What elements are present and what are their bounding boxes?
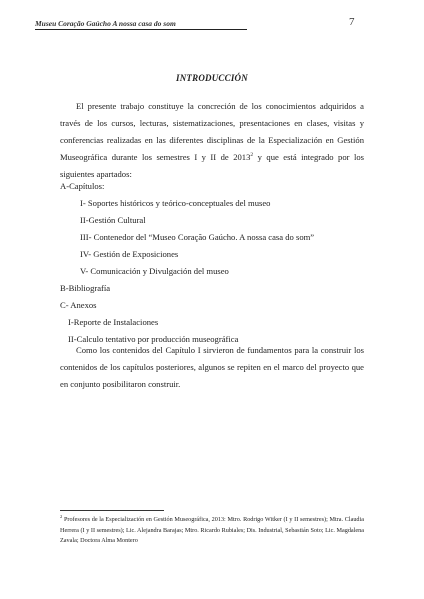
intro-paragraph [60, 98, 364, 183]
section-heading: INTRODUCCIÓN [176, 73, 248, 83]
toc-chapter-1: I- Soportes históricos y teórico-conceptuales del museo [80, 198, 271, 208]
footnote [60, 515, 364, 547]
toc-annex-1: I-Reporte de Instalaciones [68, 317, 159, 327]
footnote-separator [60, 510, 164, 511]
intro-text: El presente trabajo constituye la concreción de los conocimientos adquiridos a través de los cursos, lecturas, sistematizaciones, presentaciones en clases, visitas y conferencias realizadas en las diferentes disciplinas de la Especialización en Gestión Museográfica durante los semestres I y II de 2013 [60, 101, 364, 162]
toc-section-a: A-Capítulos: [60, 181, 105, 191]
header-underline [35, 29, 247, 30]
closing-paragraph: Como los contenidos del Capítulo I sirvieron de fundamentos para la construir los contenidos de los capítulos posteriores, algunos se repiten en el marco del proyecto que en conjunto posibilitaron construir. [60, 345, 364, 389]
toc-section-c: C- Anexos [60, 300, 97, 310]
toc-chapter-3: III- Contenedor del “Museo Coração Gaúcho. A nossa casa do som” [80, 232, 315, 242]
contents-list [60, 178, 314, 348]
running-header-title: Museu Coração Gaúcho A nossa casa do som [35, 19, 176, 28]
toc-section-b: B-Bibliografía [60, 283, 111, 293]
toc-annex-2: II-Calculo tentativo por producción museográfica [68, 334, 239, 344]
toc-chapter-2: II-Gestión Cultural [80, 215, 146, 225]
intro-text-continued: y que está integrado por los siguientes apartados: [60, 152, 364, 179]
footnote-reference: 2 [250, 152, 254, 159]
footnote-text: Profesores de la Especialización en Gestión Museográfica, 2013: Mtro. Rodrigo Witker (I y II semestres); Mtra. Claudia Herrera (I y II semestres); Lic. Alejandra Barajas; Mtro. Ricardo Rubiales; Dis. Industrial, Sebastián Soto; Lic. Magdalena Zavala; Doctora Alma Montero [60, 516, 364, 544]
toc-chapter-5: V- Comunicación y Divulgación del museo [80, 266, 229, 276]
footnote-number: 2 [60, 513, 63, 519]
toc-chapter-4: IV- Gestión de Exposiciones [80, 249, 179, 259]
page-number: 7 [349, 16, 355, 28]
